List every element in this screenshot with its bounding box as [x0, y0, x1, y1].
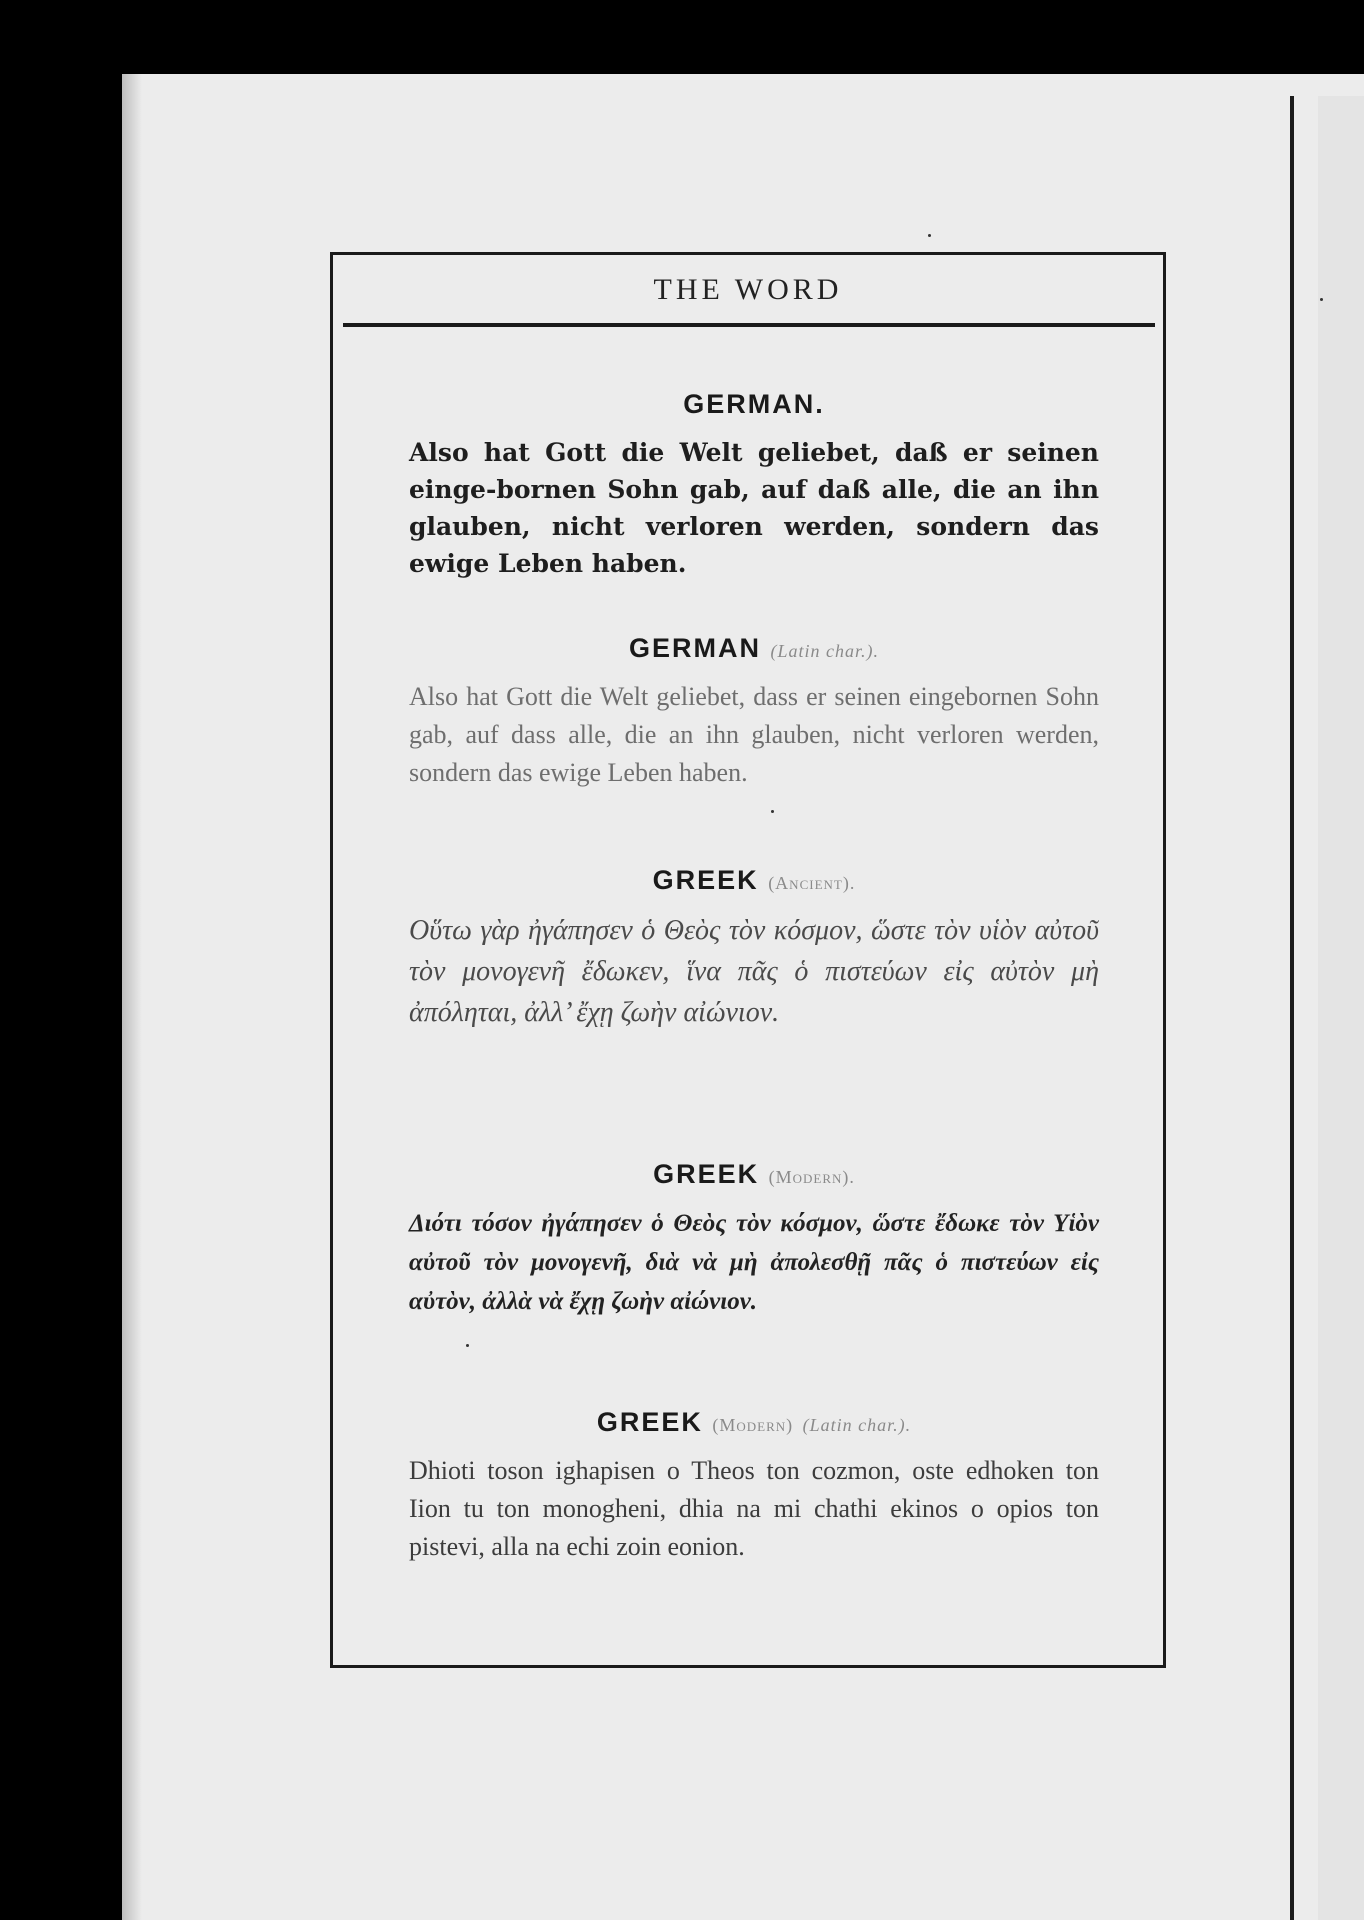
verse-text: Οὕτω γὰρ ἠγάπησεν ὁ Θεὸς τὸν κόσμον, ὥστε τὸν υἱὸν αὐτοῦ τὸν μονογενῆ ἔδωκεν, ἵνα πᾶς ὁ πιστεύων εἰς αὐτὸν μὴ ἀπόληται, ἀλλ’ ἔχῃ ζωὴν αἰώνιον.	[409, 915, 1099, 1028]
card-title: THE WORD	[653, 273, 843, 306]
verse-text: Also hat Gott die Welt geliebet, dass er seinen eingebornen Sohn gab, auf dass alle, die an ihn glauben, nicht verloren werden, sondern das ewige Leben haben.	[409, 682, 1099, 787]
adjacent-page-edge	[1318, 96, 1364, 1920]
heading-language: GREEK	[653, 1159, 760, 1189]
heading-language: GREEK	[652, 865, 759, 895]
page-edge-shadow	[122, 74, 142, 1920]
scan-speck	[928, 234, 931, 237]
verse-text: Also hat Gott die Welt geliebet, daß er seinen einge-bornen Sohn gab, auf daß alle, die an ihn glauben, nicht verloren werden, sondern das ewige Leben haben.	[409, 438, 1099, 578]
heading-language: GREEK	[596, 1407, 703, 1437]
verse-text: Dhioti toson ighapisen o Theos ton cozmon, oste edhoken ton Iion tu ton monogheni, dhia na mi chathi ekinos o opios ton pistevi, alla na echi zoin eonion.	[409, 1456, 1099, 1561]
the-word-card	[330, 252, 1166, 1668]
heading-note: (Latin char.).	[770, 641, 879, 661]
heading-note: (Modern).	[768, 1167, 855, 1187]
scan-speck	[1320, 298, 1323, 301]
section-heading	[409, 1159, 1099, 1190]
section-greek-modern-latin	[409, 1407, 1099, 1566]
section-greek-ancient	[409, 865, 1099, 1033]
verse-text: Διότι τόσον ἠγάπησεν ὁ Θεὸς τὸν κόσμον, ὥστε ἔδωκε τὸν Υἱὸν αὐτοῦ τὸν μονογενῆ, διὰ νὰ μὴ ἀπολεσθῇ πᾶς ὁ πιστεύων εἰς αὐτὸν, ἀλλὰ νὰ ἔχῃ ζωὴν αἰώνιον.	[409, 1210, 1099, 1315]
section-heading	[409, 1407, 1099, 1438]
heading-note: (Modern)	[712, 1415, 794, 1435]
section-heading	[409, 389, 1099, 420]
heading-note: (Ancient).	[768, 873, 856, 893]
section-heading	[409, 633, 1099, 664]
title-divider	[343, 323, 1155, 327]
section-greek-modern	[409, 1159, 1099, 1321]
heading-language: GERMAN.	[683, 389, 825, 419]
section-heading	[409, 865, 1099, 896]
heading-note-secondary: (Latin char.).	[802, 1415, 912, 1435]
heading-language: GERMAN	[628, 633, 761, 663]
page-gutter-line	[1290, 96, 1294, 1920]
section-german	[409, 389, 1099, 582]
section-german-latin	[409, 633, 1099, 792]
